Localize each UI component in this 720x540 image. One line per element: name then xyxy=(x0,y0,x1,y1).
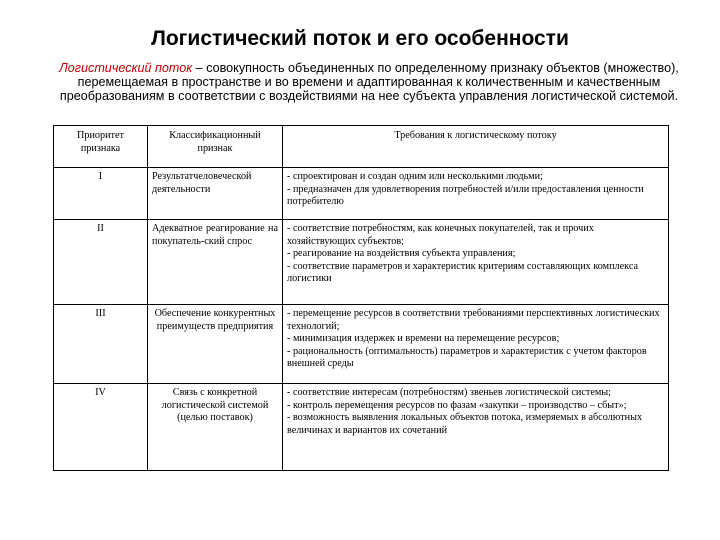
definition-text: – совокупность объединенных по определенному признаку объектов (множество), перемещаемая в пространстве и во времени и адаптированная к количественным и качественным преобразованиям в соответствии с воздействиями на нее субъекта управления логистической системой. xyxy=(59,61,679,103)
feature-cell: Результатчеловеческой деятельности xyxy=(148,168,283,220)
feature-text-main: Адекватное реагирование на xyxy=(152,223,278,234)
header-requirements: Требования к логистическому потоку xyxy=(283,126,669,168)
priority-cell: III xyxy=(54,305,148,384)
requirement-item: - рациональность (оптимальность) параметров и характеристик с учетом факторов внешней среды xyxy=(287,345,647,370)
requirement-item: - спроектирован и создан одним или несколькими людьми; xyxy=(287,171,543,182)
table-row xyxy=(54,305,669,384)
feature-cell: Обеспечение конкурентных преимуществ предприятия xyxy=(148,305,283,384)
feature-cell: Связь с конкретной логистической системой (целью поставок) xyxy=(148,384,283,471)
page-title: Логистический поток и его особенности xyxy=(151,27,569,50)
requirement-item: - реагирование на воздействия субъекта управления; xyxy=(287,248,516,260)
table-row xyxy=(54,168,669,220)
feature-text-rest: покупатель-ский спрос xyxy=(152,235,253,247)
requirements-cell xyxy=(283,384,669,471)
priority-cell: IV xyxy=(54,384,148,471)
table-row xyxy=(54,220,669,305)
requirement-item: - возможность выявления локальных объектов потока, измеряемых в абсолютных величинах и вариантов их сочетаний xyxy=(287,412,643,436)
requirements-cell xyxy=(283,168,669,220)
requirements-cell xyxy=(283,305,669,384)
requirements-table xyxy=(53,125,669,471)
header-priority: Приоритет признака xyxy=(54,126,148,168)
definition-term: Логистический поток xyxy=(59,61,193,75)
requirement-item: - соответствие интересам (потребностям) звеньев логистической системы; xyxy=(287,387,611,398)
table-header-row xyxy=(54,126,669,168)
requirement-item: - соответствие потребностям, как конечных покупателей, так и прочих хозяйствующих субъектов; xyxy=(287,223,594,247)
definition-paragraph xyxy=(58,61,680,103)
requirement-item: - минимизация издержек и времени на перемещение ресурсов; xyxy=(287,333,560,345)
requirement-item: - перемещение ресурсов в соответствии требованиями перспективных логистических технологий; xyxy=(287,308,660,332)
feature-cell xyxy=(148,220,283,305)
priority-cell: I xyxy=(54,168,148,220)
table-row xyxy=(54,384,669,471)
requirement-item: - предназначен для удовлетворения потребностей и/или предоставления ценности потребителю xyxy=(287,183,644,208)
requirements-cell xyxy=(283,220,669,305)
requirement-item: - контроль перемещения ресурсов по фазам «закупки – производство – сбыт»; xyxy=(287,399,627,411)
priority-cell: II xyxy=(54,220,148,305)
header-feature: Классификационный признак xyxy=(148,126,283,168)
requirement-item: - соответствие параметров и характеристик критериям составляющих комплекса логистики xyxy=(287,260,639,285)
